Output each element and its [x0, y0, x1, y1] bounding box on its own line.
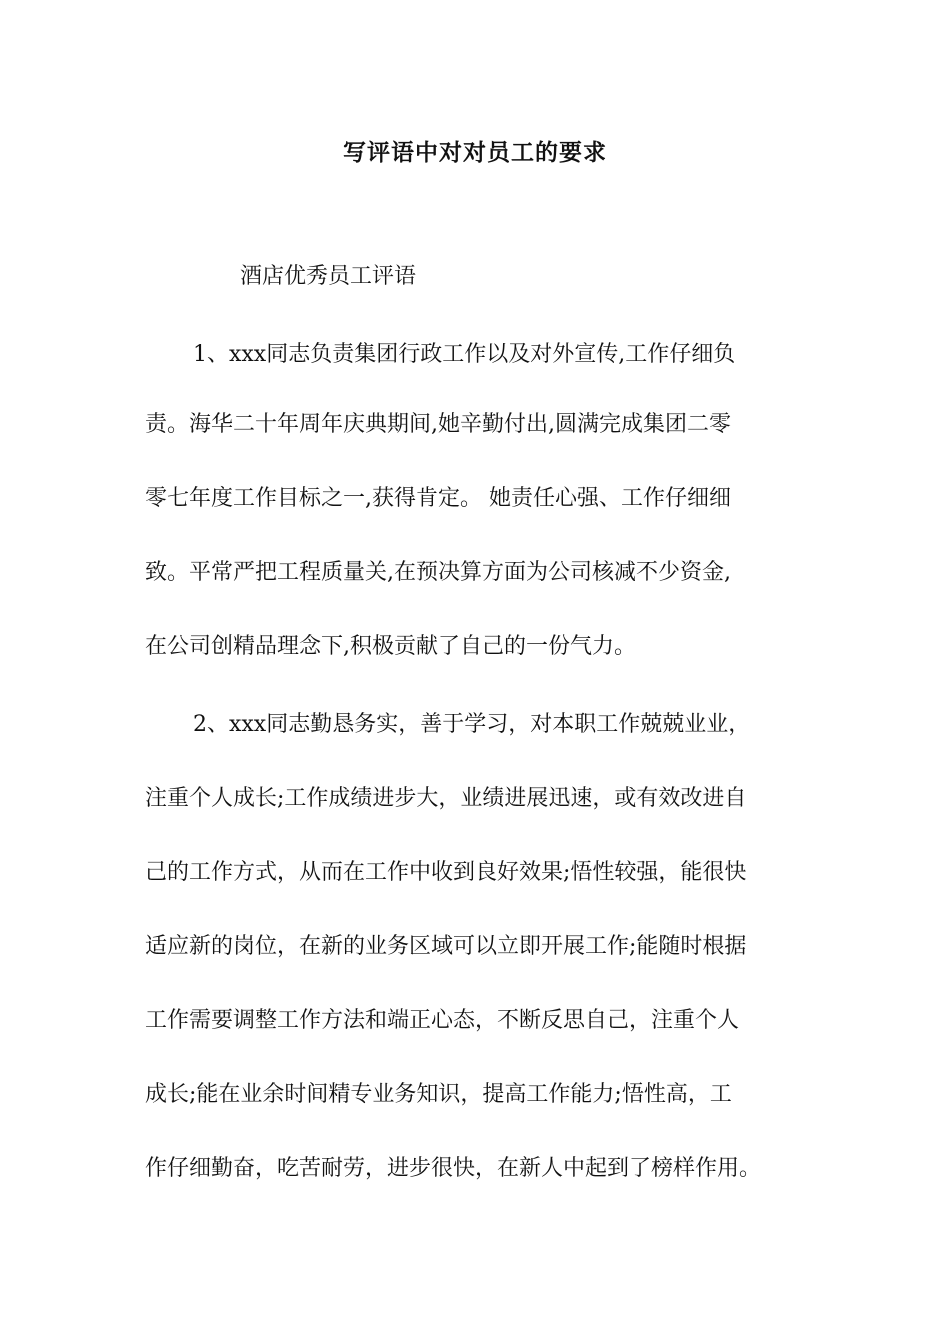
section-heading: 酒店优秀员工评语	[240, 264, 417, 289]
paragraph-1-line-1: 1、xxx同志负责集团行政工作以及对外宣传,工作仔细负	[193, 342, 736, 367]
paragraph-1-line-4: 致。平常严把工程质量关,在预决算方面为公司核减不少资金,	[145, 560, 731, 585]
paragraph-2-line-3: 己的工作方式，从而在工作中收到良好效果;悟性较强，能很快	[145, 860, 747, 885]
paragraph-1-line-3: 零七年度工作目标之一,获得肯定。 她责任心强、工作仔细细	[145, 486, 731, 511]
paragraph-1-line-5: 在公司创精品理念下,积极贡献了自己的一份气力。	[145, 634, 636, 659]
paragraph-2-line-5: 工作需要调整工作方法和端正心态，不断反思自己，注重个人	[145, 1008, 740, 1033]
paragraph-1-line-2: 责。海华二十年周年庆典期间,她辛勤付出,圆满完成集团二零	[145, 412, 731, 437]
document-title: 写评语中对对员工的要求	[343, 139, 607, 166]
paragraph-2-line-2: 注重个人成长;工作成绩进步大，业绩进展迅速，或有效改进自	[145, 786, 747, 811]
paragraph-2-line-7: 作仔细勤奋，吃苦耐劳，进步很快，在新人中起到了榜样作用。	[145, 1156, 762, 1181]
paragraph-2-line-6: 成长;能在业余时间精专业务知识，提高工作能力;悟性高，工	[145, 1082, 732, 1107]
paragraph-2-line-4: 适应新的岗位，在新的业务区域可以立即开展工作;能随时根据	[145, 934, 747, 959]
paragraph-2-line-1: 2、xxx同志勤恳务实，善于学习，对本职工作兢兢业业，	[193, 712, 751, 737]
